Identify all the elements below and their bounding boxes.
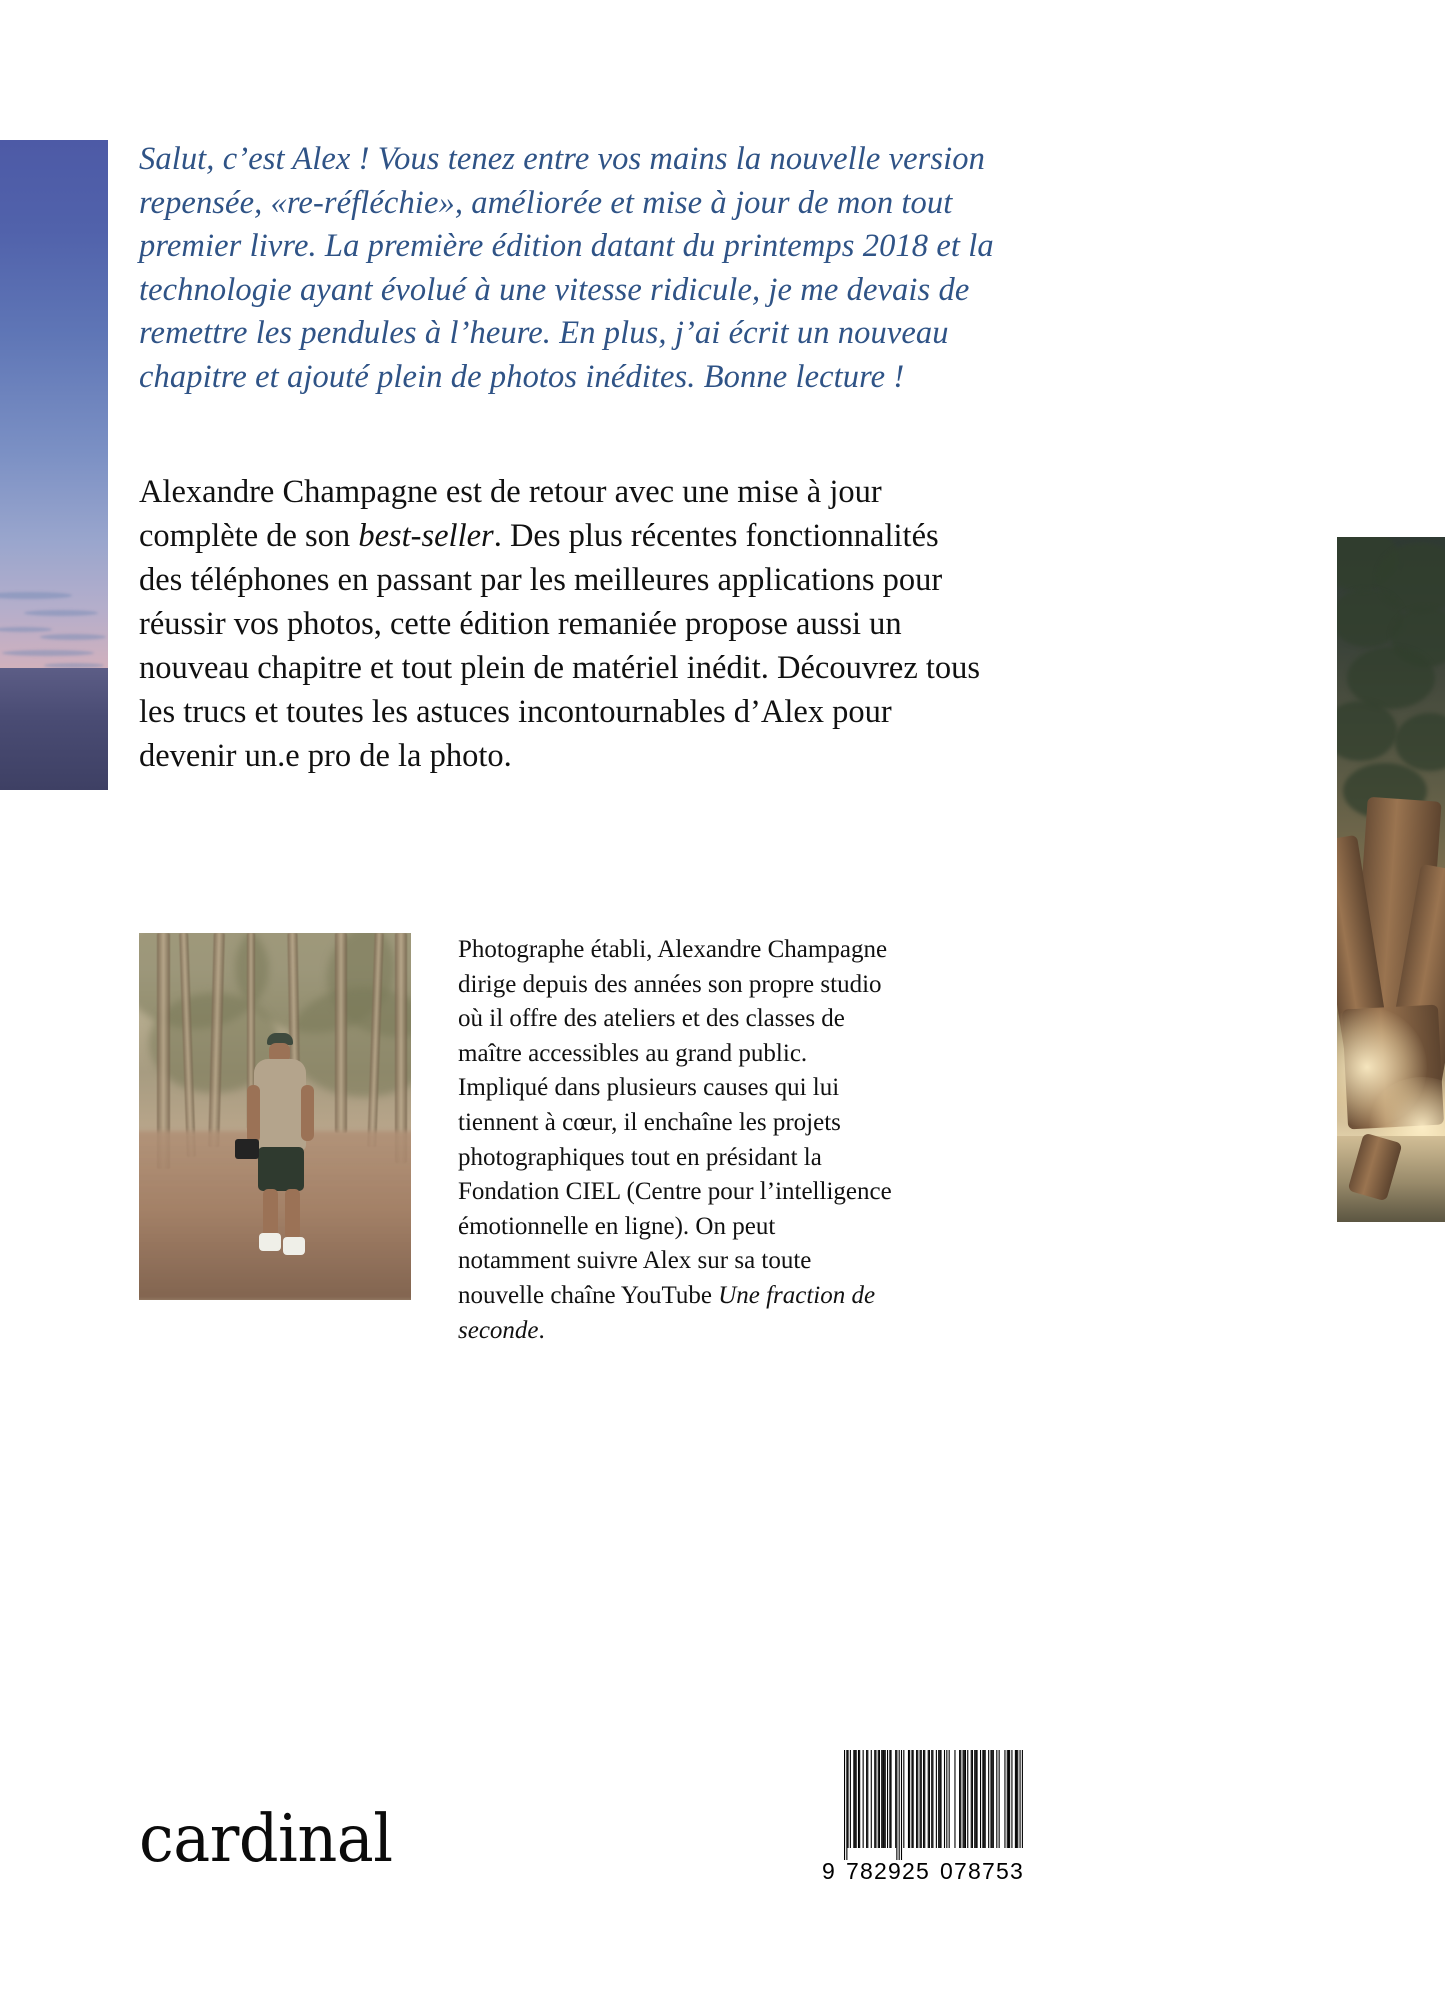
barcode-left-group: 782925 — [846, 1858, 930, 1884]
author-portrait-photo — [139, 933, 411, 1300]
bio-text-part-1: Photographe établi, Alexandre Champagne dirige depuis des années son propre studio où il offre des ateliers et des classes de maître accessibles au grand public. Impliqué dans plusieurs causes qui lui tiennent à cœur, il enchaîne les projets photographiques tout en présidant la Fondation CIEL (Centre pour l’intelligence émotionnelle en ligne). On peut notamment suivre Alex sur sa toute nouvelle chaîne YouTube — [458, 936, 892, 1309]
tree-trunk-photo — [1337, 537, 1445, 1222]
barcode-lead-digit: 9 — [822, 1858, 836, 1884]
barcode-bars — [822, 1750, 1027, 1860]
bio-italic-channel-name: Une fraction de seconde — [458, 1281, 876, 1344]
blurb-text-part-2: . Des plus récentes fonctionnalités des téléphones en passant par les meilleures applications pour réussir vos photos, cette édition remaniée propose aussi un nouveau chapitre et tout plein de matériel inédit. Découvrez tous les trucs et toutes les astuces incontournables d’Alex pour devenir un.e pro de la photo. — [139, 518, 981, 774]
barcode-digits — [822, 1858, 1027, 1888]
intro-paragraph: Salut, c’est Alex ! Vous tenez entre vos mains la nouvelle version repensée, «re-réfléchie», améliorée et mise à jour de mon tout premier livre. La première édition datant du printemps 2018 et la technologie ayant évolué à une vitesse ridicule, je me devais de remettre les pendules à l’heure. En plus, j’ai écrit un nouveau chapitre et ajouté plein de photos inédites. Bonne lecture ! — [139, 141, 994, 395]
barcode-right-group: 078753 — [940, 1858, 1024, 1884]
author-bio-paragraph — [458, 933, 893, 1348]
blurb-italic-term: best-seller — [358, 518, 494, 554]
blurb-paragraph — [139, 470, 989, 778]
publisher-logo: cardinal — [139, 1799, 393, 1878]
sunset-silhouettes-photo — [0, 140, 108, 790]
blurb-text-part-1: Alexandre Champagne est de retour avec une mise à jour complète de son — [139, 474, 882, 554]
isbn-barcode — [822, 1750, 1027, 1892]
bio-text-part-2: . — [538, 1316, 545, 1344]
